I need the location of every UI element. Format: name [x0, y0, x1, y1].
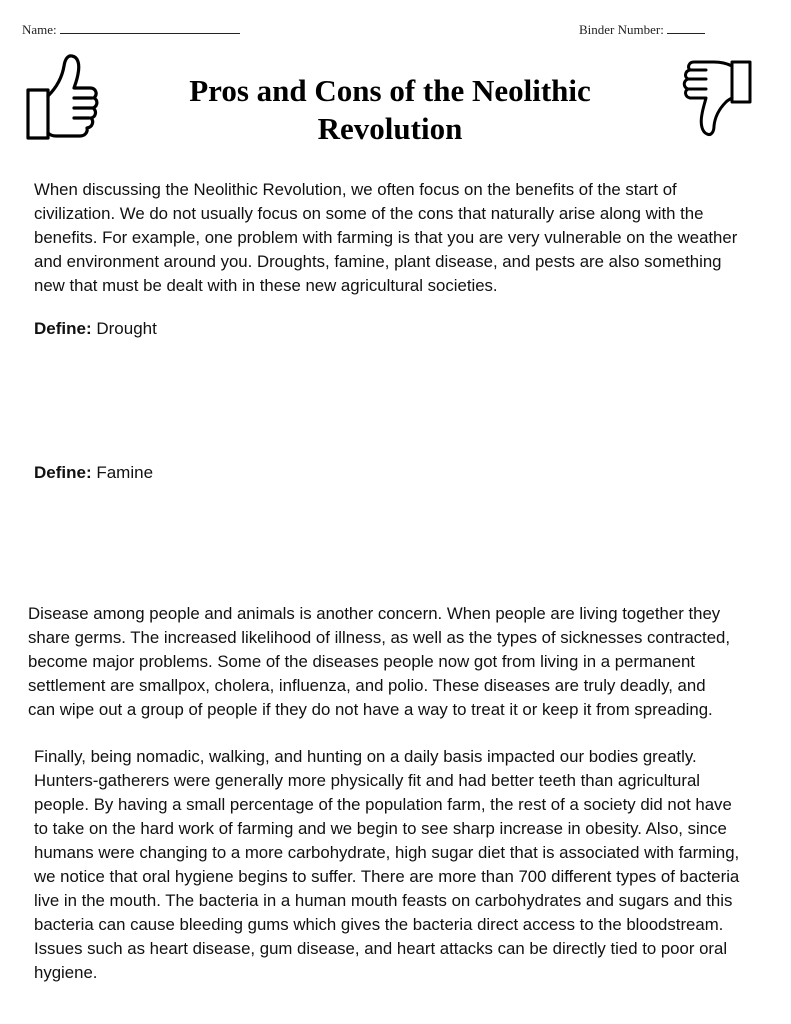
text-line: Finally, being nomadic, walking, and hunting on a daily basis impacted our bodies greatly.	[34, 747, 697, 766]
define-term: Drought	[91, 319, 157, 338]
text-line: share germs. The increased likelihood of illness, as well as the types of sicknesses contracted,	[28, 628, 731, 647]
title-line-2: Revolution	[317, 111, 463, 146]
name-blank[interactable]	[60, 22, 240, 34]
text-line: Hunters-gatherers were generally more physically fit and had better teeth than agricultural	[34, 771, 701, 790]
text-line: become major problems. Some of the diseases people now got from living in a permanent	[28, 652, 695, 671]
text-line: benefits. For example, one problem with farming is that you are very vulnerable on the weather	[34, 228, 738, 247]
define-drought	[34, 317, 157, 341]
text-line: and environment around you. Droughts, famine, plant disease, and pests are also something	[34, 252, 722, 271]
define-label: Define:	[34, 463, 92, 482]
binder-number-label: Binder Number:	[579, 22, 668, 37]
thumbs-up-icon	[22, 50, 100, 142]
health-paragraph	[34, 745, 739, 985]
text-line: bacteria can cause bleeding gums which gives the bacteria direct access to the bloodstream.	[34, 915, 724, 934]
text-line: civilization. We do not usually focus on some of the cons that naturally arise along with the	[34, 204, 704, 223]
intro-paragraph	[34, 178, 737, 298]
title-line-1: Pros and Cons of the Neolithic	[189, 73, 591, 108]
text-line: When discussing the Neolithic Revolution, we often focus on the benefits of the start of	[34, 180, 677, 199]
text-line: people. By having a small percentage of the population farm, the rest of a society did not have	[34, 795, 732, 814]
define-label: Define:	[34, 319, 92, 338]
text-line: can wipe out a group of people if they do not have a way to treat it or keep it from spreading.	[28, 700, 713, 719]
text-line: to take on the hard work of farming and we begin to see sharp increase in obesity. Also, since	[34, 819, 727, 838]
name-label: Name:	[22, 22, 60, 37]
define-term: Famine	[91, 463, 154, 482]
text-line: hygiene.	[34, 963, 98, 982]
define-famine	[34, 461, 153, 485]
text-line: live in the mouth. The bacteria in a human mouth feasts on carbohydrates and sugars and this	[34, 891, 733, 910]
thumbs-down-icon	[680, 58, 754, 140]
disease-paragraph	[28, 602, 730, 722]
binder-number-blank[interactable]	[667, 22, 705, 34]
name-field[interactable]	[22, 22, 240, 38]
text-line: humans were changing to a more carbohydrate, high sugar diet that is associated with farming,	[34, 843, 740, 862]
text-line: Disease among people and animals is another concern. When people are living together they	[28, 604, 721, 623]
page-title	[120, 72, 660, 148]
binder-number-field[interactable]	[579, 22, 705, 38]
text-line: new that must be dealt with in these new agricultural societies.	[34, 276, 498, 295]
text-line: settlement are smallpox, cholera, influenza, and polio. These diseases are truly deadly, and	[28, 676, 706, 695]
text-line: we notice that oral hygiene begins to suffer. There are more than 700 different types of bacteria	[34, 867, 740, 886]
text-line: Issues such as heart disease, gum disease, and heart attacks can be directly tied to poor oral	[34, 939, 728, 958]
